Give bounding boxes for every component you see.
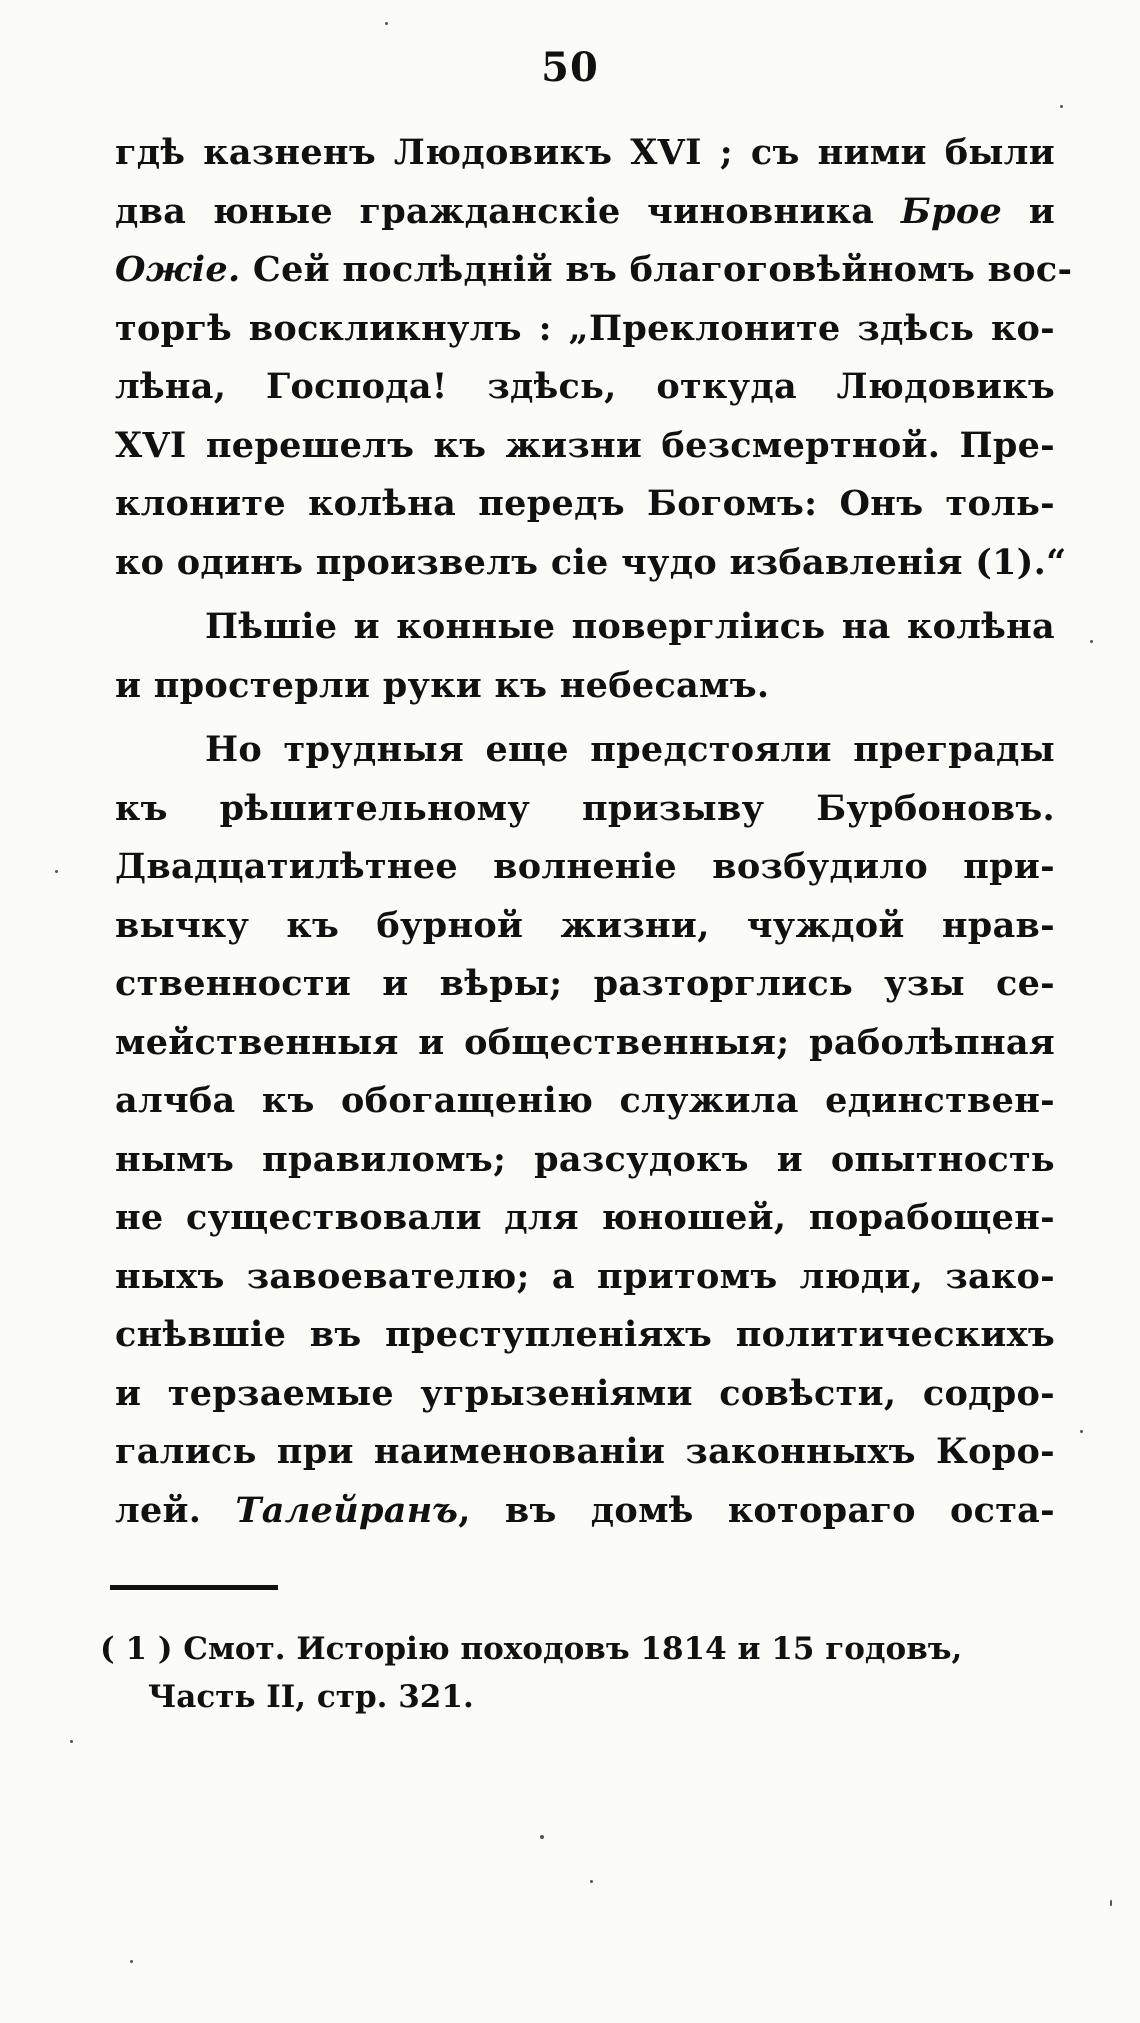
text-line: снѣвшіе въ преступленіяхъ политическихъ	[115, 1314, 1055, 1355]
text-line: мейственныя и общественныя; раболѣпная	[115, 1021, 1055, 1063]
paper-speck	[70, 1740, 73, 1743]
footnote-line: Часть II, стр. 321.	[148, 1679, 474, 1715]
text-line: гались при наименованіи законныхъ Коро-	[115, 1431, 1055, 1472]
paper-speck	[1060, 105, 1063, 108]
page-number: 50	[541, 44, 599, 91]
text-line: алчба къ обогащенію служила единствен-	[115, 1080, 1055, 1121]
italic-name: Талейранъ	[235, 1489, 459, 1531]
italic-name: Брое	[900, 190, 1003, 232]
text-line: нымъ правиломъ; разсудокъ и опытность	[115, 1138, 1055, 1180]
text-line: не существовали для юношей, порабощен-	[115, 1197, 1055, 1238]
paper-speck	[130, 1960, 133, 1963]
paper-speck	[1080, 1430, 1083, 1433]
text-line: два юные гражданскіе чиновника Брое и	[115, 190, 1055, 232]
text-line: вычку къ бурной жизни, чуждой нрав-	[115, 904, 1055, 946]
italic-name: Ожіе.	[115, 249, 241, 290]
footnote-rule	[110, 1585, 278, 1590]
paragraph	[115, 598, 1055, 715]
paper-speck	[1110, 1900, 1112, 1906]
text-line: Пѣшіе и конные повергліись на колѣна	[205, 606, 1055, 647]
paper-speck	[385, 22, 388, 25]
text-line: Ожіе. Сей послѣдній въ благоговѣйномъ вос-	[115, 249, 1073, 290]
paragraph	[115, 721, 1055, 1540]
text-line: ко одинъ произвелъ сіе чудо избавленія (1).“	[115, 541, 1067, 583]
text-line: и терзаемые угрызеніями совѣсти, содро-	[115, 1372, 1055, 1414]
text-line: ныхъ завоевателю; а притомъ люди, зако-	[115, 1255, 1055, 1297]
text-line: торгѣ воскликнулъ : „Преклоните здѣсь ко-	[115, 307, 1055, 349]
text-line: гдѣ казненъ Людовикъ XVI ; съ ними были	[115, 132, 1055, 173]
text-line: XVI перешелъ къ жизни безсмертной. Пре-	[115, 424, 1055, 466]
footnote-line: ( 1 ) Смот. Исторію походовъ 1814 и 15 годовъ,	[100, 1631, 963, 1667]
body-text	[115, 124, 1073, 1540]
text-line: клоните колѣна передъ Богомъ: Онъ толь-	[115, 483, 1055, 524]
text-line: лѣна, Господа! здѣсь, откуда Людовикъ	[115, 366, 1055, 407]
text-line: къ рѣшительному призыву Бурбоновъ.	[115, 787, 1055, 829]
paper-speck	[590, 1880, 593, 1883]
paragraph	[115, 124, 1073, 592]
text-line: Двадцатилѣтнее волненіе возбудило при-	[115, 846, 1055, 887]
text-line: лей. Талейранъ, въ домѣ котораго оста-	[115, 1489, 1055, 1531]
paper-speck	[540, 1835, 544, 1839]
text-line: Но трудныя еще предстояли преграды	[205, 729, 1055, 770]
paper-speck	[1090, 640, 1093, 643]
text-line: и простерли руки къ небесамъ.	[115, 664, 770, 706]
paper-speck	[55, 870, 58, 873]
text-line: ственности и вѣры; разторглись узы се-	[115, 963, 1055, 1004]
footnote	[100, 1625, 1060, 1721]
